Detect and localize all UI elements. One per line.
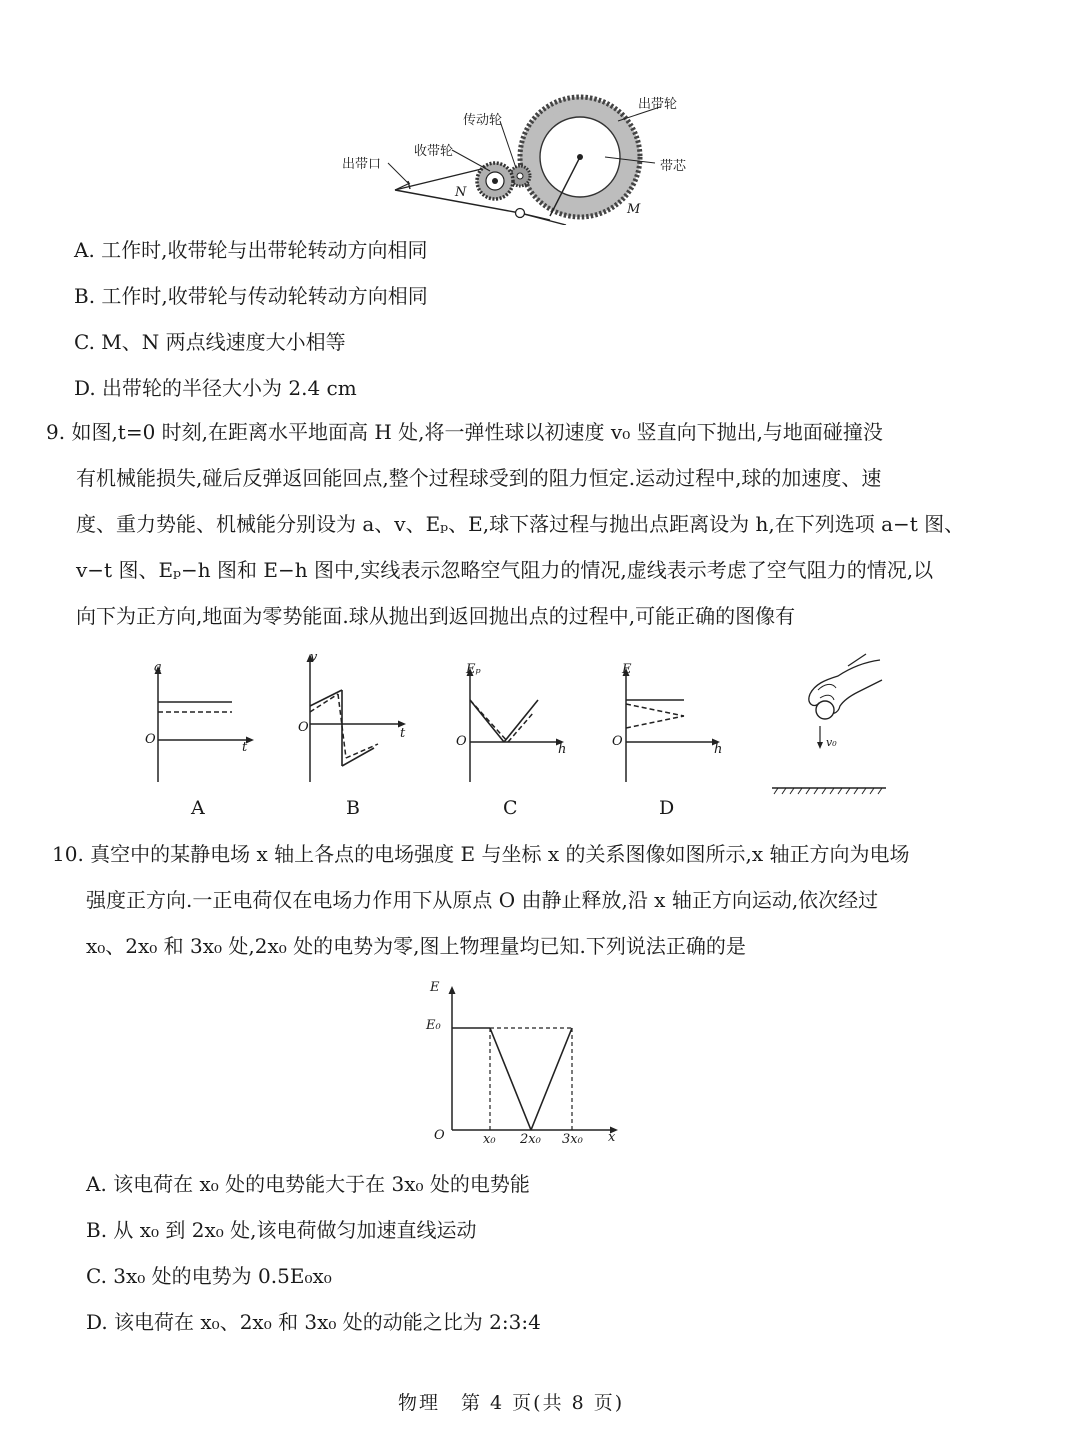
q9-stem xyxy=(46,409,964,639)
graph-d-origin: O xyxy=(612,734,623,749)
graph-a-origin: O xyxy=(145,732,156,747)
q9-graph-b-caption: B xyxy=(346,797,360,819)
point-m-label: M xyxy=(627,202,641,217)
point-n-label: N xyxy=(455,185,467,200)
q10-line-3: x₀、2x₀ 和 3x₀ 处,2x₀ 处的电势为零,图上物理量均已知.下列说法正确的是 xyxy=(86,934,746,958)
q9-hand-ball-figure xyxy=(770,650,890,800)
q10-y-axis-label: E xyxy=(430,980,440,995)
q9-line-1: 9. 如图,t=0 时刻,在距离水平地面高 H 处,将一弹性球以初速度 v₀ 竖直向下抛出,与地面碰撞没 xyxy=(46,420,883,444)
q10-e-x-graph xyxy=(420,978,630,1150)
q9-graph-b xyxy=(296,650,416,785)
q9-graph-c xyxy=(454,660,574,785)
q10-e0-label: E₀ xyxy=(426,1018,441,1033)
q9-line-3: 度、重力势能、机械能分别设为 a、v、Eₚ、E,球下落过程与抛出点距离设为 h,在下列选项 a−t 图、 xyxy=(76,512,965,536)
q8-option-d: D. 出带轮的半径大小为 2.4 cm xyxy=(74,376,357,400)
q8-option-b: B. 工作时,收带轮与传动轮转动方向相同 xyxy=(74,284,428,308)
graph-d-y-label: E xyxy=(622,662,632,677)
q10-origin: O xyxy=(434,1128,445,1143)
graph-d-x-label: h xyxy=(714,742,723,757)
drive-wheel-label: 传动轮 xyxy=(463,113,503,128)
graph-c-y-label: Eₚ xyxy=(466,662,481,677)
outlet-label: 出带口 xyxy=(342,157,382,172)
tape-core-label: 带芯 xyxy=(660,159,687,174)
q10-option-c: C. 3x₀ 处的电势为 0.5E₀x₀ xyxy=(86,1264,332,1288)
q10-option-a: A. 该电荷在 x₀ 处的电势能大于在 3x₀ 处的电势能 xyxy=(86,1172,530,1196)
q9-graph-a xyxy=(140,660,260,785)
q10-tick-2x0: 2x₀ xyxy=(520,1132,541,1147)
q10-option-d: D. 该电荷在 x₀、2x₀ 和 3x₀ 处的动能之比为 2:3:4 xyxy=(86,1310,541,1334)
q10-tick-3x0: 3x₀ xyxy=(562,1132,583,1147)
q8-option-a: A. 工作时,收带轮与出带轮转动方向相同 xyxy=(74,238,428,262)
q10-stem xyxy=(52,831,909,969)
q9-graph-c-caption: C xyxy=(503,797,518,819)
graph-c-origin: O xyxy=(456,734,467,749)
supply-wheel-label: 出带轮 xyxy=(638,97,678,112)
q8-option-c: C. M、N 两点线速度大小相等 xyxy=(74,330,346,354)
initial-velocity-label: v₀ xyxy=(826,736,837,749)
q9-line-2: 有机械能损失,碰后反弹返回能回点,整个过程球受到的阻力恒定.运动过程中,球的加速度、速 xyxy=(76,466,882,490)
tape-mechanism-figure xyxy=(330,85,710,225)
graph-c-x-label: h xyxy=(558,742,567,757)
page-footer: 物理 第 4 页(共 8 页) xyxy=(398,1392,625,1414)
q9-line-5: 向下为正方向,地面为零势能面.球从抛出到返回抛出点的过程中,可能正确的图像有 xyxy=(76,604,796,628)
hand-holding-ball-drawing xyxy=(770,650,890,800)
q10-line-2: 强度正方向.一正电荷仅在电场力作用下从原点 O 由静止释放,沿 x 轴正方向运动,依次经过 xyxy=(86,888,879,912)
graph-a-x-label: t xyxy=(242,740,248,755)
q9-graph-d-caption: D xyxy=(659,797,675,819)
graph-a-y-label: a xyxy=(154,660,162,675)
q10-option-b: B. 从 x₀ 到 2x₀ 处,该电荷做匀加速直线运动 xyxy=(86,1218,477,1242)
graph-b-y-label: v xyxy=(310,650,318,665)
q10-tick-x0: x₀ xyxy=(483,1132,496,1147)
q9-graph-d xyxy=(610,660,730,785)
takeup-wheel-label: 收带轮 xyxy=(414,144,454,159)
q9-graph-a-caption: A xyxy=(191,797,205,819)
graph-b-origin: O xyxy=(298,720,309,735)
q9-line-4: v−t 图、Eₚ−h 图和 E−h 图中,实线表示忽略空气阻力的情况,虚线表示考虑了空气阻力的情况,以 xyxy=(76,558,934,582)
q10-line-1: 10. 真空中的某静电场 x 轴上各点的电场强度 E 与坐标 x 的关系图像如图所示,x 轴正方向为电场 xyxy=(52,842,910,866)
graph-b-x-label: t xyxy=(400,726,406,741)
q10-x-axis-label: x xyxy=(608,1130,616,1145)
